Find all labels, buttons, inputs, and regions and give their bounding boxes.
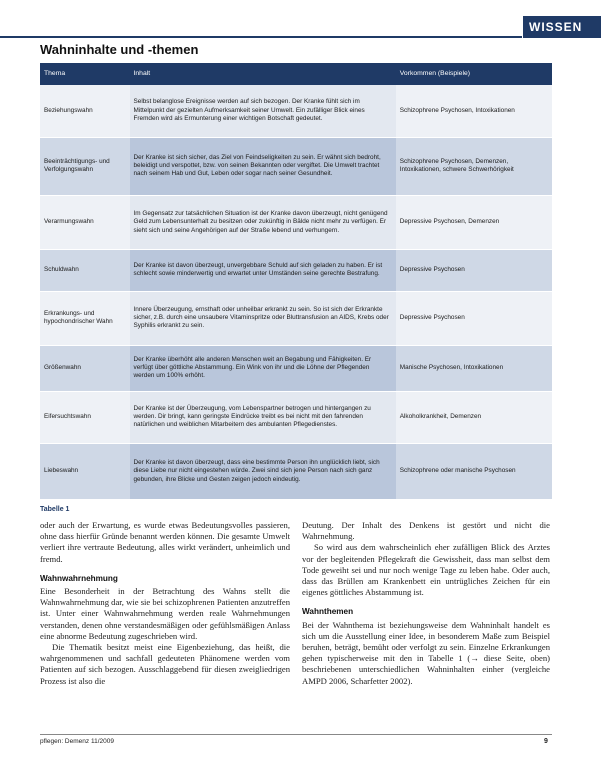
cell-thema: Verarmungswahn: [40, 195, 130, 249]
header-vorkommen: Vorkommen (Beispiele): [396, 63, 552, 85]
page-title: Wahninhalte und -themen: [40, 42, 199, 57]
cell-vorkommen: Schizophrene Psychosen, Demenzen, Intoxikationen, schwere Schwerhörigkeit: [396, 137, 552, 195]
cell-inhalt: Der Kranke ist der Überzeugung, vom Lebenspartner betrogen und hintergangen zu werden. Dir bringt, kann geringste Eindrücke treibt es bei nicht mit den fahrenden natürlichen und weiblichen Mitarbeitern des ambulanten Pflegedienstes.: [130, 391, 396, 443]
table-row: [40, 291, 552, 345]
cell-inhalt: Der Kranke ist davon überzeugt, unvergebbare Schuld auf sich geladen zu haben. Er ist schlecht sowie minderwertig und erwartet unter Umständen seine gerechte Bestrafung.: [130, 250, 396, 292]
table-row: [40, 195, 552, 249]
wahn-table: [40, 63, 552, 500]
top-rule: [0, 36, 522, 38]
cell-vorkommen: Depressive Psychosen: [396, 291, 552, 345]
table-row: [40, 85, 552, 137]
cell-thema: Schuldwahn: [40, 250, 130, 292]
cell-inhalt: Der Kranke ist sich sicher, das Ziel von Feindseligkeiten zu sein. Er wähnt sich bedroht, beleidigt und verspottet, bzw. von seinen Bekannten oder vergiftet. Die Umwelt trachtet nach seinem Hab und Gut, Leben oder sogar nach seiner Gesundheit.: [130, 137, 396, 195]
table-row: [40, 345, 552, 391]
page-number: 9: [544, 738, 548, 745]
cell-thema: Beziehungswahn: [40, 85, 130, 137]
cell-vorkommen: Depressive Psychosen: [396, 250, 552, 292]
table-row: [40, 391, 552, 443]
cell-thema: Eifersuchtswahn: [40, 391, 130, 443]
cell-inhalt: Selbst belanglose Ereignisse werden auf sich bezogen. Der Kranke fühlt sich im Mittelpunkt der gezielten Aufmerksamkeit seiner Umwelt. Ein zufälliger Blick eines Fremden wird als Ermunterung einer wichtigen Botschaft gedeutet.: [130, 85, 396, 137]
cell-thema: Erkrankungs- und hypochondrischer Wahn: [40, 291, 130, 345]
table-row: [40, 250, 552, 292]
section-tag: WISSEN: [523, 16, 601, 38]
paragraph: Die Thematik besitzt meist eine Eigenbeziehung, das heißt, die wahrgenommenen und sachfall gedeuteten Phänomene werden vom Patienten auf sich bezogen. Ausschlaggebend für diesen zweigliedrigen Prozess ist also die: [40, 642, 290, 686]
cell-inhalt: Im Gegensatz zur tatsächlichen Situation ist der Kranke davon überzeugt, nicht genügend Geld zum Lebensunterhalt zu besitzen oder zukünftig in Bälde nicht mehr zu verfügen. Er sieht sich und seine Angehörigen auf der Straße lebend und verhungern.: [130, 195, 396, 249]
cell-thema: Liebeswahn: [40, 443, 130, 499]
table-row: [40, 137, 552, 195]
cell-thema: Beeinträchtigungs- und Verfolgungswahn: [40, 137, 130, 195]
cell-vorkommen: Schizophrene oder manische Psychosen: [396, 443, 552, 499]
subheading: Wahnthemen: [302, 607, 354, 617]
cell-inhalt: Der Kranke überhöht alle anderen Menschen weit an Begabung und Fähigkeiten. Er verfügt über göttliche Abstammung. Ein Wink von ihr und die Löhne der Pflegenden werden um 100% erhöht.: [130, 345, 396, 391]
cell-thema: Größenwahn: [40, 345, 130, 391]
body-column-right: [302, 520, 550, 687]
cell-vorkommen: Schizophrene Psychosen, Intoxikationen: [396, 85, 552, 137]
header-inhalt: Inhalt: [130, 63, 396, 85]
paragraph: oder auch der Erwartung, es wurde etwas Bedeutungsvolles passieren, ohne dass hierfür Gründe benannt werden können. Die gesamte Umwelt verliert ihre vertraute Bedeutung, alles wirkt verändert, unheimlich und fremd.: [40, 520, 290, 564]
cell-vorkommen: Alkoholkrankheit, Demenzen: [396, 391, 552, 443]
paragraph: Bei der Wahnthema ist beziehungsweise dem Wahninhalt handelt es sich um die Ausstellung einer Idee, in besonderem Maße zum Beispiel beruhen, beträgt, bemüht oder verfolgt zu sein. Einzelne Erkrankungen gehen typischerweise mit den in Tabelle 1 (→ diese Seite, oben) beschriebenen unterschiedlichen Wahninhalten einher (vergleiche AMPD 2006, Scharfetter 2002).: [302, 619, 550, 686]
footer-rule: [40, 734, 552, 735]
table-caption: Tabelle 1: [40, 506, 70, 513]
cell-vorkommen: Depressive Psychosen, Demenzen: [396, 195, 552, 249]
cell-vorkommen: Manische Psychosen, Intoxikationen: [396, 345, 552, 391]
subheading: Wahnwahrnehmung: [40, 573, 118, 583]
paragraph: So wird aus dem wahrscheinlich eher zufälligen Blick des Arztes vor der begleitenden Pflegekraft die Gewissheit, dass man selbst dem Tode geweiht sei und nur noch wenige Tage zu leben habe. Oder auch, dass das Brüllen am Krankenbett ein untrügliches Zeichen für ein eigenes göttliches Abstammung ist.: [302, 542, 550, 598]
body-column-left: [40, 520, 290, 687]
paragraph: Eine Besonderheit in der Betrachtung des Wahns stellt die Wahnwahrnehmung dar, wie sie bei schizophrenen Patienten anzutreffen ist. Unter einer Wahnwahrnehmung werden reale Wahrnehmungen verstanden, denen ohne verstandesmäßigen oder gefühlsmäßigen Anlass eine abnorme Bedeutung zugeschrieben wird.: [40, 586, 290, 641]
cell-inhalt: Der Kranke ist davon überzeugt, dass eine bestimmte Person ihn unglücklich liebt, sich diese Liebe nur nicht eingestehen würde. Zwei sind sich jene Person nach sich ganz gebunden, ihre Blicke und Gesten zeigen jedoch eindeutig.: [130, 443, 396, 499]
table-row: [40, 443, 552, 499]
table-header-row: [40, 63, 552, 85]
cell-inhalt: Innere Überzeugung, ernsthaft oder unheilbar erkrankt zu sein. So ist sich der Erkrankte sicher, z.B. durch eine unsaubere Vitaminspritze oder Bluttransfusion an AIDS, Krebs oder Syphilis erkrankt zu sein.: [130, 291, 396, 345]
header-thema: Thema: [40, 63, 130, 85]
paragraph: Deutung. Der Inhalt des Denkens ist gestört und nicht die Wahrnehmung.: [302, 520, 550, 542]
footer-publication: pflegen: Demenz 11/2009: [40, 738, 114, 745]
